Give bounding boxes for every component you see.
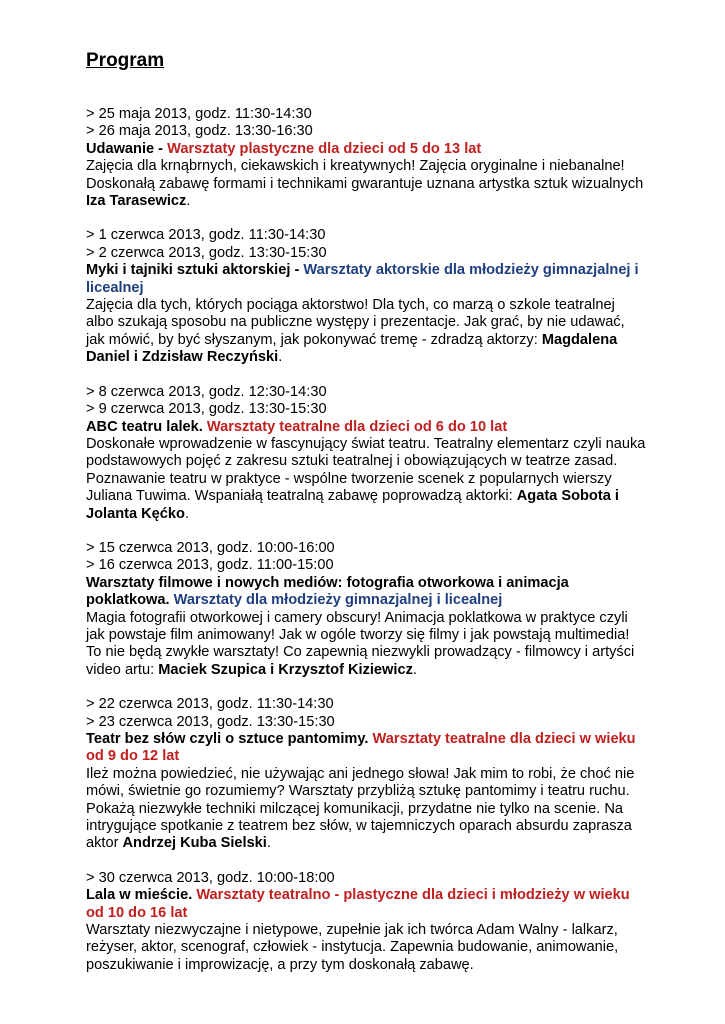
description-end: . [186, 193, 191, 210]
program-list [86, 106, 646, 991]
event-date: > 9 czerwca 2013, godz. 13:30-15:30 [86, 401, 327, 418]
event-category: Warsztaty teatralne dla dzieci od 6 do 10 lat [206, 418, 508, 435]
event-name: Lala w mieście. [86, 887, 197, 904]
program-event [86, 870, 646, 974]
event-category: Warsztaty plastyczne dla dzieci od 5 do 13 lat [167, 140, 482, 157]
description-text: Doskonałe wprowadzenie w fascynujący świat teatru. Teatralny elementarz czyli nauka podstawowych pojęć z zakresu sztuki teatralnej i obowiązujących w teatrze zasad. Poznawanie teatru w praktyce - wspólne tworzenie scenek z popularnych wierszy Juliana Tuwima. Wspaniałą teatralną zabawę poprowadzą aktorki: [86, 435, 646, 505]
event-category: Warsztaty teatralno - plastyczne dla dzieci i młodzieży w wieku od 10 do 16 lat [86, 887, 630, 921]
event-heading [86, 575, 646, 610]
event-heading [86, 141, 646, 158]
description-end: . [278, 349, 283, 366]
description-text: Magia fotografii otworkowej i camery obscury! Animacja poklatkowa w praktyce czyli jak powstaje film animowany! Jak w ogóle tworzy się filmy i jak powstają multimedia! To nie będą zwykłe warsztaty! Co zapewnią niezwykli prowadzący - filmowcy i artyści video artu: [86, 609, 635, 678]
page-title: Program [86, 50, 165, 71]
event-hosts: Maciek Szupica i Krzysztof Kiziewicz [158, 661, 413, 678]
event-category: Warsztaty dla młodzieży gimnazjalnej i licealnej [173, 592, 503, 609]
description-text: Zajęcia dla tych, których pociąga aktorstwo! Dla tych, co marzą o szkole teatralnej albo szukają sposobu na publiczne występy i prezentacje. Jak grać, by nie udawać, jak mówić, by być słyszanym, jak pokonywać tremę - zdradzą aktorzy: [86, 297, 625, 348]
event-date: > 30 czerwca 2013, godz. 10:00-18:00 [86, 869, 335, 886]
event-description [86, 436, 646, 523]
event-category: Warsztaty aktorskie dla młodzieży gimnazjalnej i licealnej [86, 262, 639, 296]
event-heading [86, 887, 646, 922]
description-text: Zajęcia dla krnąbrnych, ciekawskich i kreatywnych! Zajęcia oryginalne i niebanalne! Doskonałą zabawę formami i technikami gwarantuje uznana artystka sztuk wizualnych [86, 158, 644, 192]
event-date: > 26 maja 2013, godz. 13:30-16:30 [86, 123, 313, 140]
description-text: Ileż można powiedzieć, nie używając ani jednego słowa! Jak mim to robi, że choć nie mówi, świetnie go rozumiemy? Warsztaty przybliżą sztukę pantomimy i teatru ruchu. Pokażą niezwykłe techniki milczącej komunikacji, przydatne nie tylko na scenie. Na intrygujące spotkanie z teatrem bez słów, w tajemniczych oparach absurdu zaprasza aktor [86, 765, 635, 852]
event-hosts: Magdalena Daniel i Zdzisław Reczyński [86, 331, 618, 366]
event-hosts: Andrzej Kuba Sielski [122, 835, 267, 852]
program-event [86, 227, 646, 366]
event-hosts: Iza Tarasewicz [86, 193, 187, 210]
event-name: Udawanie - [86, 140, 168, 157]
description-end: . [266, 835, 271, 852]
event-date: > 22 czerwca 2013, godz. 11:30-14:30 [86, 696, 334, 713]
event-date: > 2 czerwca 2013, godz. 13:30-15:30 [86, 244, 327, 261]
event-heading [86, 731, 646, 766]
event-date: > 8 czerwca 2013, godz. 12:30-14:30 [86, 383, 327, 400]
event-heading [86, 419, 646, 436]
event-date: > 1 czerwca 2013, godz. 11:30-14:30 [86, 227, 326, 244]
event-name: ABC teatru lalek. [86, 418, 207, 435]
event-description [86, 766, 646, 853]
description-text: Warsztaty niezwyczajne i nietypowe, zupełnie jak ich twórca Adam Walny - lalkarz, reżyser, aktor, scenograf, człowiek - instytucja. Zapewnia budowanie, animowanie, poszukiwanie i improwizację, a przy tym doskonałą zabawę. [86, 922, 619, 973]
event-description [86, 610, 646, 680]
event-date: > 23 czerwca 2013, godz. 13:30-15:30 [86, 713, 335, 730]
event-hosts: Agata Sobota i Jolanta Kęćko [86, 488, 619, 522]
event-description [86, 922, 646, 974]
program-event [86, 540, 646, 679]
program-event [86, 106, 646, 210]
event-name: Myki i tajniki sztuki aktorskiej - [86, 262, 304, 279]
event-date: > 16 czerwca 2013, godz. 11:00-15:00 [86, 557, 334, 574]
event-description [86, 158, 646, 210]
event-name: Teatr bez słów czyli o sztuce pantomimy. [86, 731, 373, 747]
event-date: > 15 czerwca 2013, godz. 10:00-16:00 [86, 539, 335, 556]
program-event [86, 384, 646, 523]
event-category: Warsztaty teatralne dla dzieci w wieku od 9 do 12 lat [86, 731, 636, 765]
description-end: . [184, 505, 190, 522]
event-name: Warsztaty filmowe i nowych mediów: fotografia otworkowa i animacja poklatkowa. [86, 574, 569, 609]
event-description [86, 297, 646, 367]
event-heading [86, 262, 646, 297]
event-date: > 25 maja 2013, godz. 11:30-14:30 [86, 106, 312, 122]
description-end: . [412, 661, 417, 678]
program-event [86, 696, 646, 853]
